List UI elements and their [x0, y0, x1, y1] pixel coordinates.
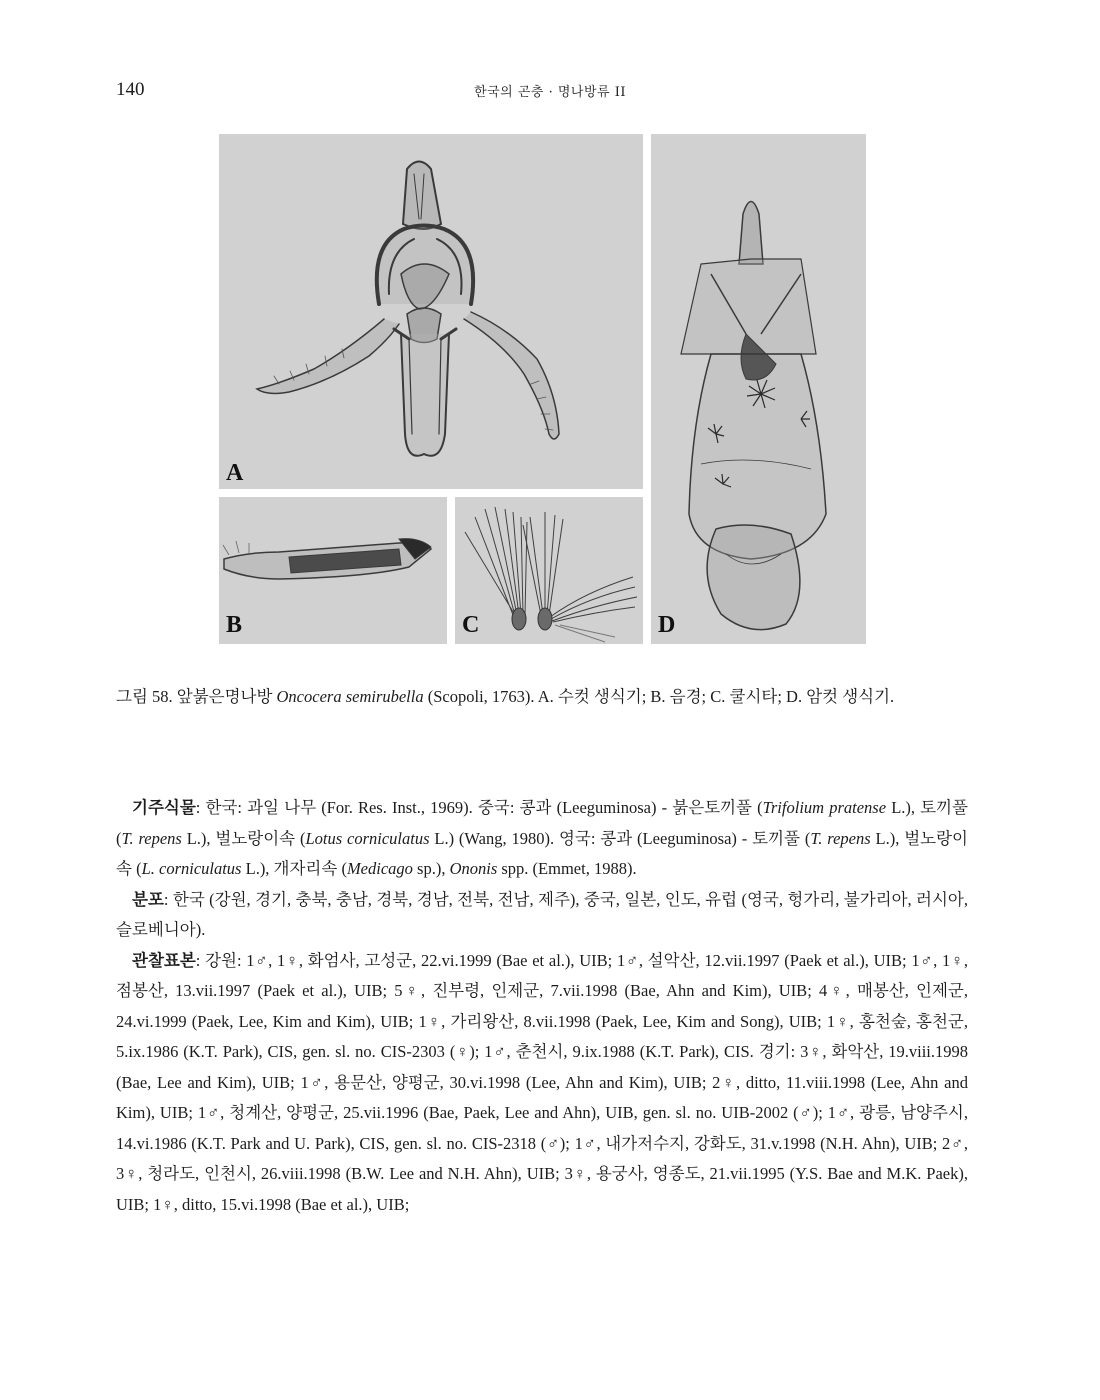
- host-plants-text-segment: sp.),: [412, 859, 450, 878]
- host-plant-taxon: T. repens: [121, 828, 182, 848]
- panel-label-a: A: [226, 460, 244, 486]
- host-plant-taxon: Lotus corniculatus: [305, 828, 430, 848]
- culcita-image: [455, 497, 643, 644]
- host-plants-text-segment: spp. (Emmet, 1988).: [497, 859, 637, 878]
- caption-description: (Scopoli, 1763). A. 수컷 생식기; B. 음경; C. 쿨시타; D. 암컷 생식기.: [423, 687, 895, 706]
- host-plant-taxon: Ononis: [449, 859, 498, 878]
- page-number: 140: [116, 79, 145, 100]
- panel-label-d: D: [658, 612, 676, 638]
- specimens-text: : 강원: 1♂, 1♀, 화엄사, 고성군, 22.vi.1999 (Bae et al.), UIB; 1♂, 설악산, 12.vii.1997 (Paek et al.), UIB; 1♂, 1♀, 점봉산, 13.vii.1997 (Paek et al.), UIB; 5♀, 진부령, 인제군, 7.vii.1998 (Bae, Ahn and Kim), UIB; 4♀, 매봉산, 인제군, 24.vi.1999 (Paek, Lee, Kim and Kim), UIB; 1♀, 가리왕산, 8.vii.1998 (Paek, Lee, Kim and Song), UIB; 1♀, 홍천숲, 홍천군, 5.ix.1986 (K.T. Park), CIS, gen. sl. no. CIS-2303 (♀); 1♂, 춘천시, 9.ix.1988 (K.T. Park), CIS. 경기: 3♀, 화악산, 19.viii.1998 (Bae, Lee and Kim), UIB; 1♂, 용문산, 양평군, 30.vi.1998 (Lee, Ahn and Kim), UIB; 2♀, ditto, 11.viii.1998 (Lee, Ahn and Kim), UIB; 1♂, 청계산, 양평군, 25.vii.1996 (Bae, Paek, Lee and Ahn), UIB, gen. sl. no. UIB-2002 (♂); 1♂, 광릉, 남양주시, 14.vi.1986 (K.T. Park and U. Park), CIS, gen. sl. no. CIS-2318 (♂); 1♂, 내가저수지, 강화도, 31.v.1998 (N.H. Ahn), UIB; 2♂, 3♀, 청라도, 인천시, 26.viii.1998 (B.W. Lee and N.H. Ahn), UIB; 3♀, 용궁사, 영종도, 21.vii.1995 (Y.S. Bae and M.K. Paek), UIB; 1♀, ditto, 15.vi.1998 (Bae et al.), UIB;: [116, 950, 968, 1214]
- host-plant-taxon: Trifolium pratense: [762, 798, 887, 817]
- host-plants-text-segment: L.), 토끼풀 (: [116, 798, 968, 848]
- aedeagus-image: [219, 497, 447, 644]
- host-plants-text-segment: L.), 개자리속 (: [241, 859, 347, 878]
- figure-caption: [116, 681, 971, 712]
- panel-label-c: C: [462, 612, 480, 638]
- specimens-paragraph: [116, 946, 968, 1221]
- host-plants-text-segment: : 한국: 과일 나무 (For. Res. Inst., 1969). 중국: 콩과 (Leeguminosa) - 붉은토끼풀 (: [195, 798, 763, 817]
- body-text: [116, 793, 968, 1220]
- figure-panel-d: [651, 134, 866, 644]
- host-plant-taxon: L. corniculatus: [141, 859, 242, 878]
- figure-panel-b: [219, 497, 447, 644]
- host-plant-taxon: Medicago: [346, 859, 413, 878]
- female-genitalia-image: [651, 134, 866, 644]
- host-plants-text-segment: L.), 벌노랑이속 (: [116, 828, 968, 878]
- host-plant-taxon: T. repens: [810, 828, 871, 848]
- panel-label-b: B: [226, 612, 243, 638]
- host-plants-text: [116, 798, 968, 878]
- distribution-paragraph: [116, 885, 968, 946]
- distribution-heading: 분포: [132, 889, 164, 909]
- figure-panel-a: [219, 134, 643, 489]
- figure-panel-c: [455, 497, 643, 644]
- host-plants-text-segment: L.) (Wang, 1980). 영국: 콩과 (Leeguminosa) - 토끼풀 (: [429, 828, 811, 848]
- male-genitalia-image: [219, 134, 643, 489]
- running-title: 한국의 곤충 · 명나방류 II: [474, 85, 626, 100]
- host-plants-heading: 기주식물: [132, 798, 196, 817]
- host-plants-text-segment: L.), 벌노랑이속 (: [181, 828, 306, 848]
- caption-label: 그림 58. 앞붉은명나방: [116, 687, 277, 706]
- caption-species-name: Oncocera semirubella: [276, 687, 424, 706]
- host-plants-paragraph: [116, 793, 968, 885]
- specimens-heading: 관찰표본: [132, 950, 196, 970]
- distribution-text: : 한국 (강원, 경기, 충북, 충남, 경북, 경남, 전북, 전남, 제주), 중국, 일본, 인도, 유럽 (영국, 헝가리, 불가리아, 러시아, 슬로베니아).: [116, 889, 968, 939]
